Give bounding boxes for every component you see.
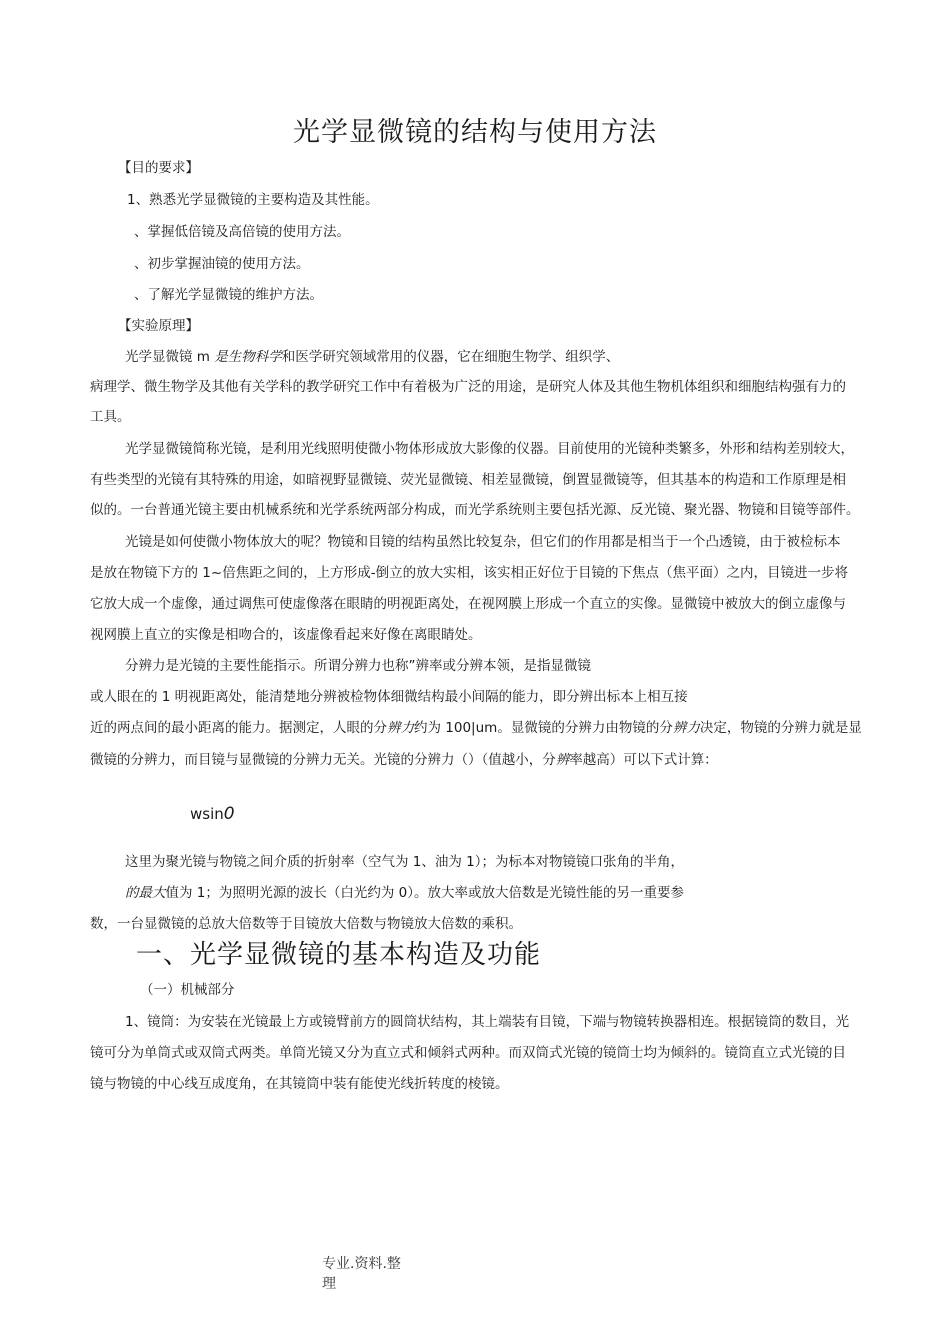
paragraph-1-line-1: 光学显微镜 m 是生物科学和医学研究领域常用的仪器，它在细胞生物学、组织学、 [125,349,620,365]
paragraph-3-line-2: 是放在物镜下方的 1~倍焦距之间的，上方形成-倒立的放大实相，该实相正好位于目镜的下焦点（焦平面）之内，目镜进一步将 [90,565,849,581]
section-heading-principle: 【实验原理】 [118,318,199,334]
paragraph-6-line-2: 镜可分为单筒式或双筒式两类。单筒光镜又分为直立式和倾斜式两种。而双筒式光镜的镜筒士均为倾斜的。镜筒直立式光镜的目 [90,1045,846,1061]
paragraph-5-line-3: 数，一台显微镜的总放大倍数等于目镜放大倍数与物镜放大倍数的乘积。 [90,916,522,932]
formula: wsin0 [190,804,235,824]
subsection-heading-mechanical: （一）机械部分 [140,982,235,998]
paragraph-4-line-4: 微镜的分辨力，而目镜与显微镜的分辨力无关。光镜的分辨力（）（值越小，分辨率越高）可以下式计算： [90,752,718,768]
page-footer [322,1254,401,1294]
page-title: 光学显微镜的结构与使用方法 [293,117,657,148]
paragraph-2-line-3: 似的。一台普通光镜主要由机械系统和光学系统两部分构成，而光学系统则主要包括光源、反光镜、聚光器、物镜和目镜等部件。 [90,502,860,518]
goal-item-3: 、初步掌握油镜的使用方法。 [134,256,310,272]
paragraph-5-line-2: 的最大值为 1；为照明光源的波长（白光约为 0）。放大率或放大倍数是光镜性能的另一重要参 [125,885,685,901]
paragraph-6-line-1: 1、镜筒：为安装在光镜最上方或镜臂前方的圆筒状结构，其上端装有目镜，下端与物镜转换器相连。根据镜筒的数目，光 [125,1014,850,1030]
paragraph-2-line-2: 有些类型的光镜有其特殊的用途，如暗视野显微镜、荧光显微镜、相差显微镜，倒置显微镜等，但其基本的构造和工作原理是相 [90,472,846,488]
goal-item-2: 、掌握低倍镜及高倍镜的使用方法。 [134,224,350,240]
paragraph-1-line-2: 病理学、微生物学及其他有关学科的教学研究工作中有着极为广泛的用途，是研究人体及其他生物机体组织和细胞结构强有力的 [90,379,846,395]
goal-item-4: 、了解光学显微镜的维护方法。 [134,287,323,303]
paragraph-6-line-3: 镜与物镜的中心线互成度角，在其镜筒中装有能使光线折转度的棱镜。 [90,1076,509,1092]
goal-item-1: 1、熟悉光学显微镜的主要构造及其性能。 [127,192,379,208]
paragraph-2-line-1: 光学显微镜简称光镜，是利用光线照明使微小物体形成放大影像的仪器。目前使用的光镜种类繁多，外形和结构差别较大， [125,441,854,457]
paragraph-3-line-1: 光镜是如何使微小物体放大的呢？物镜和目镜的结构虽然比较复杂，但它们的作用都是相当于一个凸透镜，由于被检标本 [125,534,841,550]
footer-line-1: 专业.资料.整 [322,1256,401,1272]
section-heading-structure: 一、光学显微镜的基本构造及功能 [136,940,542,970]
section-heading-goals: 【目的要求】 [118,160,199,176]
paragraph-5-line-1: 这里为聚光镜与物镜之间介质的折射率（空气为 1、油为 1）；为标本对物镜镜口张角的半角， [125,854,685,870]
paragraph-4-line-3: 近的两点间的最小距离的能力。据测定，人眼的分辨力约为 100|um。显微镜的分辨力由物镜的分辨力决定，物镜的分辨力就是显 [90,720,862,736]
paragraph-4-line-2: 或人眼在的 1 明视距离处，能清楚地分辨被检物体细微结构最小间隔的能力，即分辨出标本上相互接 [90,689,688,705]
paragraph-3-line-3: 它放大成一个虚像，通过调焦可使虚像落在眼睛的明视距离处，在视网膜上形成一个直立的实像。显微镜中被放大的倒立虚像与 [90,596,846,612]
paragraph-4-line-1: 分辨力是光镜的主要性能指示。所谓分辨力也称”辨率或分辨本领，是指显微镜 [125,658,591,674]
paragraph-1-line-3: 工具。 [90,409,131,425]
paragraph-3-line-4: 视网膜上直立的实像是相吻合的，该虚像看起来好像在离眼睛处。 [90,627,482,643]
footer-line-2: 理 [322,1276,336,1292]
